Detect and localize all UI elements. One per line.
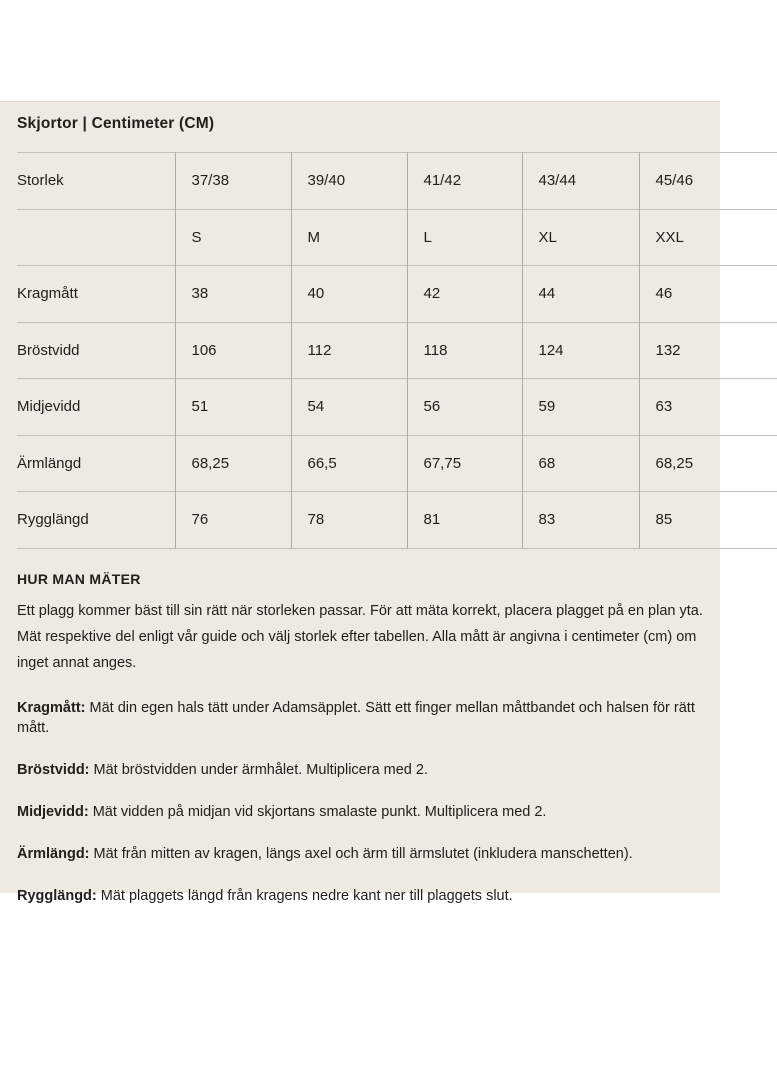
table-row-size-letters — [17, 209, 777, 266]
guide-rygglangd — [17, 886, 720, 906]
table-row-armlangd — [17, 435, 777, 492]
table-cell: 68,25 — [639, 435, 777, 492]
table-cell: 41/42 — [407, 153, 522, 210]
table-cell: 40 — [291, 266, 407, 323]
table-cell: 118 — [407, 322, 522, 379]
guide-text: Mät vidden på midjan vid skjortans smalaste punkt. Multiplicera med 2. — [88, 803, 547, 820]
table-cell: 59 — [522, 379, 639, 436]
table-cell: 42 — [407, 266, 522, 323]
size-table — [17, 152, 777, 549]
table-cell: 106 — [175, 322, 291, 379]
table-cell: 67,75 — [407, 435, 522, 492]
guide-label: Rygglängd: — [17, 887, 97, 904]
table-cell: 39/40 — [291, 153, 407, 210]
table-row-storlek — [17, 153, 777, 210]
table-cell: M — [291, 209, 407, 266]
table-cell: 81 — [407, 492, 522, 549]
table-cell: 45/46 — [639, 153, 777, 210]
guide-label: Kragmått: — [17, 699, 86, 716]
guide-brostvidd — [17, 760, 720, 780]
guide-midjevidd — [17, 802, 720, 822]
guide-armlangd — [17, 844, 720, 864]
table-row-midjevidd — [17, 379, 777, 436]
size-guide-panel — [0, 101, 720, 904]
guide-text: Mät från mitten av kragen, längs axel och ärm till ärmslutet (inkludera manschetten). — [89, 845, 633, 862]
table-cell: 51 — [175, 379, 291, 436]
table-cell: 85 — [639, 492, 777, 549]
table-cell: 38 — [175, 266, 291, 323]
row-label: Kragmått — [17, 285, 78, 303]
row-label: Storlek — [17, 172, 64, 190]
table-cell: 46 — [639, 266, 777, 323]
table-cell: 56 — [407, 379, 522, 436]
page-title: Skjortor | Centimeter (CM) — [17, 115, 215, 132]
guide-text: Mät plaggets längd från kragens nedre kant ner till plaggets slut. — [96, 887, 513, 904]
table-cell: 44 — [522, 266, 639, 323]
table-row-brostvidd — [17, 322, 777, 379]
table-cell: 66,5 — [291, 435, 407, 492]
guide-text: Mät din egen hals tätt under Adamsäpplet. Sätt ett finger mellan måttbandet och halsen för rätt mått. — [17, 699, 695, 736]
guide-label: Bröstvidd: — [17, 761, 90, 778]
table-cell: 78 — [291, 492, 407, 549]
table-cell: 76 — [175, 492, 291, 549]
table-row-rygglangd — [17, 492, 777, 549]
table-cell: XL — [522, 209, 639, 266]
table-cell: 63 — [639, 379, 777, 436]
table-cell: 68,25 — [175, 435, 291, 492]
table-cell: 68 — [522, 435, 639, 492]
table-cell: 132 — [639, 322, 777, 379]
section-heading: HUR MAN MÄTER — [17, 570, 141, 587]
table-cell: 83 — [522, 492, 639, 549]
table-cell: 54 — [291, 379, 407, 436]
table-row-kragmatt — [17, 266, 777, 323]
row-label: Rygglängd — [17, 511, 89, 529]
table-cell: 37/38 — [175, 153, 291, 210]
row-label: Bröstvidd — [17, 341, 80, 359]
table-cell: 112 — [291, 322, 407, 379]
table-cell: 43/44 — [522, 153, 639, 210]
table-cell: XXL — [639, 209, 777, 266]
row-label: Ärmlängd — [17, 454, 82, 472]
guide-kragmatt — [17, 698, 720, 738]
row-label — [17, 209, 175, 266]
guide-label: Ärmlängd: — [17, 845, 90, 862]
guide-text: Mät bröstvidden under ärmhålet. Multiplicera med 2. — [89, 761, 428, 778]
table-cell: L — [407, 209, 522, 266]
intro-paragraph: Ett plagg kommer bäst till sin rätt när storleken passar. För att mäta korrekt, placera plagget på en plan yta. Mät respektive del enligt vår guide och välj storlek efter tabellen. Alla mått är angivna i centimeter (cm) om inget annat anges. — [17, 602, 703, 671]
row-label: Midjevidd — [17, 398, 81, 416]
guide-label: Midjevidd: — [17, 803, 89, 820]
table-cell: 124 — [522, 322, 639, 379]
table-cell: S — [175, 209, 291, 266]
